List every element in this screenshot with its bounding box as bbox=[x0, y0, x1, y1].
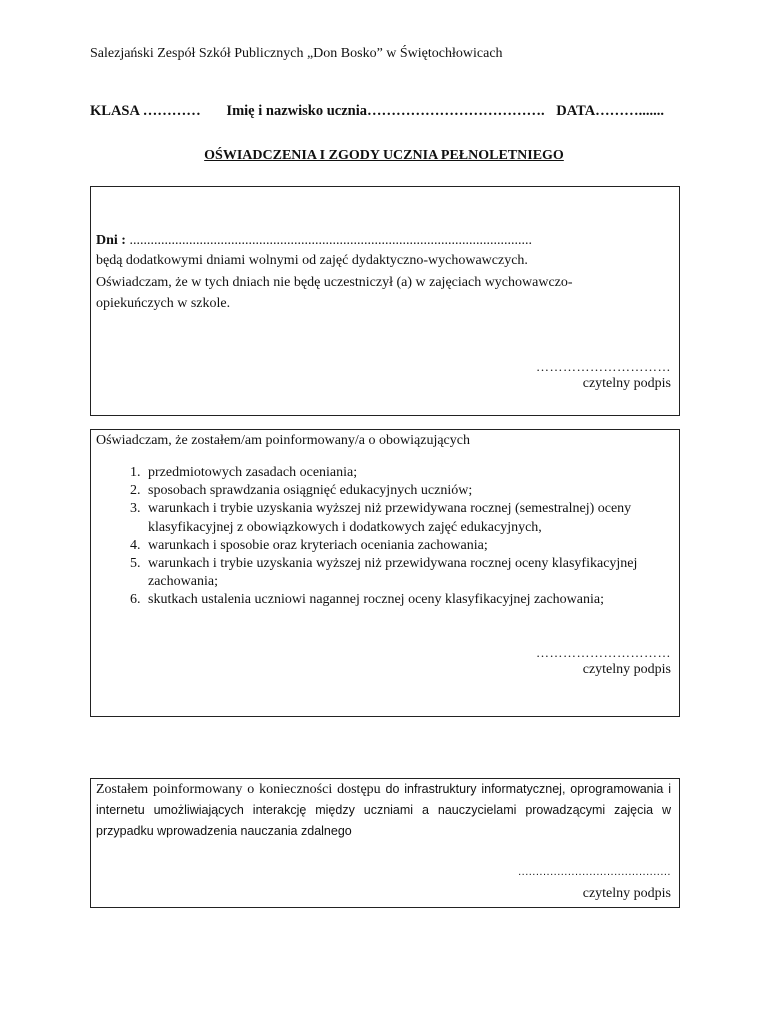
signature-label: czytelny podpis bbox=[582, 376, 671, 391]
grading-rules-declaration bbox=[90, 429, 680, 717]
days-label: Dni : bbox=[96, 233, 126, 248]
school-name: Salezjański Zespół Szkół Publicznych „Don Bosko” w Świętochłowicach bbox=[90, 46, 503, 61]
class-field[interactable]: KLASA ………… bbox=[90, 103, 201, 119]
page-title: OŚWIADCZENIA I ZGODY UCZNIA PEŁNOLETNIEGO bbox=[204, 148, 564, 163]
signature-label: czytelny podpis bbox=[582, 662, 671, 677]
name-field[interactable]: Imię i nazwisko ucznia………………………………. bbox=[226, 103, 545, 119]
declaration-text-2: opiekuńczych w szkole. bbox=[96, 296, 231, 311]
signature-label: czytelny podpis bbox=[582, 886, 671, 901]
list-item: 5. warunkach i trybie uzyskania wyższej niż przewidywana rocznej oceny klasyfikacyjnej zachowania; bbox=[144, 555, 674, 591]
free-days-text: będą dodatkowymi dniami wolnymi od zajęć dydaktyczno-wychowawczych. bbox=[96, 253, 528, 268]
date-field[interactable]: DATA………....... bbox=[556, 103, 665, 119]
signature-line[interactable]: ………………………… bbox=[536, 359, 671, 374]
signature-line[interactable]: ........................................... bbox=[518, 866, 671, 878]
grading-intro: Oświadczam, że zostałem/am poinformowany/a o obowiązujących bbox=[96, 433, 470, 448]
rules-list bbox=[96, 464, 674, 610]
free-days-declaration bbox=[90, 186, 680, 416]
remote-learning-text bbox=[96, 779, 671, 842]
list-item: 1. przedmiotowych zasadach oceniania; bbox=[144, 464, 674, 482]
declaration-text-1: Oświadczam, że w tych dniach nie będę uczestniczył (a) w zajęciach wychowawczo- bbox=[96, 275, 573, 290]
list-item: 2. sposobach sprawdzania osiągnięć edukacyjnych uczniów; bbox=[144, 482, 674, 500]
days-input[interactable]: ................................................................................................................... bbox=[129, 233, 532, 248]
list-item: 3. warunkach i trybie uzyskania wyższej niż przewidywana rocznej (semestralnej) oceny klasyfikacyjnej z obowiązkowych i dodatkowych zajęć edukacyjnych, bbox=[144, 500, 674, 536]
remote-learning-text-start: Zostałem poinformowany o konieczności dostępu bbox=[96, 782, 381, 797]
remote-learning-declaration bbox=[90, 778, 680, 908]
signature-line[interactable]: ………………………… bbox=[536, 645, 671, 660]
list-item: 6. skutkach ustalenia uczniowi nagannej rocznej oceny klasyfikacyjnej zachowania; bbox=[144, 591, 674, 609]
days-line bbox=[96, 230, 532, 251]
student-fields bbox=[90, 103, 664, 120]
remote-learning-text-rest: do infrastruktury informatycznej, oprogramowania i internetu umożliwiających interakcję między uczniami a nauczycielami prowadzącymi zajęcia w przypadku wprowadzenia nauczania zdalnego bbox=[96, 782, 671, 838]
list-item: 4. warunkach i sposobie oraz kryteriach oceniania zachowania; bbox=[144, 537, 674, 555]
